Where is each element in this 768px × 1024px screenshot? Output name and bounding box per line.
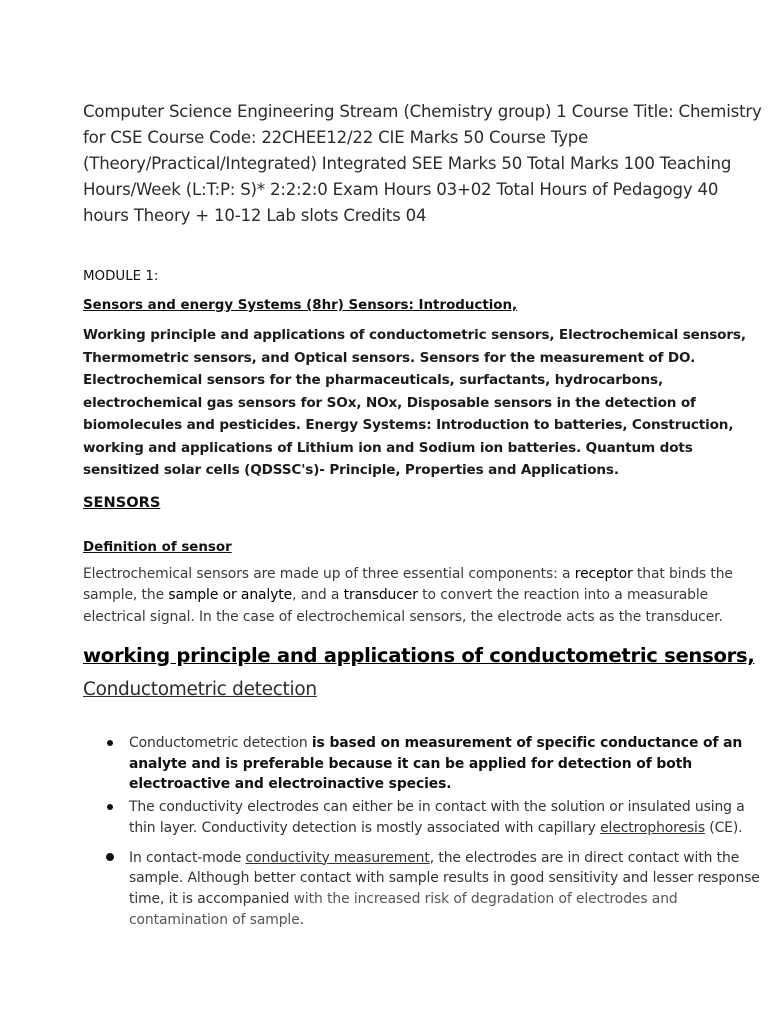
list-item	[83, 797, 767, 838]
module-heading: Sensors and energy Systems (8hr) Sensors: Introduction,	[83, 298, 518, 313]
section-heading: working principle and applications of conductometric sensors,	[83, 644, 755, 667]
bullet-bold-text: is based on measurement of specific conductance of an analyte and is preferable because it can be applied for detection of both electroactive and electroinactive species.	[129, 735, 743, 793]
analyte-term: sample or analyte	[168, 587, 293, 603]
definition-text: Electrochemical sensors are made up of three essential components: a	[83, 565, 575, 582]
receptor-term: receptor	[574, 565, 633, 582]
bullet-text: In contact-mode	[129, 849, 246, 866]
module-label: MODULE 1:	[83, 269, 159, 284]
bullet-icon	[107, 804, 113, 810]
document-page	[83, 99, 767, 930]
electrophoresis-link[interactable]: electrophoresis	[600, 819, 705, 836]
definition-text: that binds the sample, the	[83, 565, 733, 603]
bullet-list	[83, 733, 767, 930]
definition-paragraph	[83, 564, 767, 629]
module-body: Working principle and applications of conductometric sensors, Electrochemical sensors, Thermometric sensors, and Optical sensors. Sensors for the measurement of DO. Electrochemical sensors for the pharmaceuticals, surfactants, hydrocarbons, electrochemical gas sensors for SOx, NOx, Disposable sensors in the detection of biomolecules and pesticides. Energy Systems: Introduction to batteries, Construction, working and applications of Lithium ion and Sodium ion batteries. Quantum dots sensitized solar cells (QDSSC's)- Principle, Properties and Applications.	[83, 327, 746, 478]
bullet-text: with the increased risk of degradation of electrodes and contamination of sample	[129, 890, 678, 928]
course-intro: Computer Science Engineering Stream (Chemistry group) 1 Course Title: Chemistry for CSE Course Code: 22CHEE12/22 CIE Marks 50 Course Type (Theory/Practical/Integrated) Integrated SEE Marks 50 Total Marks 100 Teaching Hours/Week (L:T:P: S)* 2:2:2:0 Exam Hours 03+02 Total Hours of Pedagogy 40 hours Theory + 10-12 Lab slots Credits 04	[83, 102, 762, 225]
bullet-text: (CE).	[704, 819, 743, 836]
conductivity-measurement-link[interactable]: conductivity measurement	[245, 849, 430, 866]
list-item	[83, 733, 767, 795]
bullet-icon	[107, 740, 113, 746]
bullet-text: .	[299, 911, 304, 928]
definition-text: to convert the reaction into a measurable electrical signal. In the case of electrochemical sensors, the electrode acts as the transducer.	[83, 587, 723, 625]
sensors-heading: SENSORS	[83, 493, 161, 511]
definition-text: , and a	[292, 587, 344, 603]
bullet-text: Conductometric detection	[129, 735, 312, 751]
bullet-text: The conductivity electrodes can either be in contact with the solution or insulated using a thin layer. Conductivity detection is mostly associated with capillary	[129, 799, 745, 836]
bullet-text: , the electrodes are in direct contact with the sample. Although better contact with sample results in good sensitivity and lesser response time, it is accompanied	[129, 849, 760, 907]
subsection-heading: Conductometric detection	[83, 679, 317, 700]
list-item	[83, 848, 767, 931]
transducer-term: transducer	[343, 587, 418, 603]
bullet-icon	[106, 853, 114, 861]
definition-heading: Definition of sensor	[83, 539, 232, 555]
